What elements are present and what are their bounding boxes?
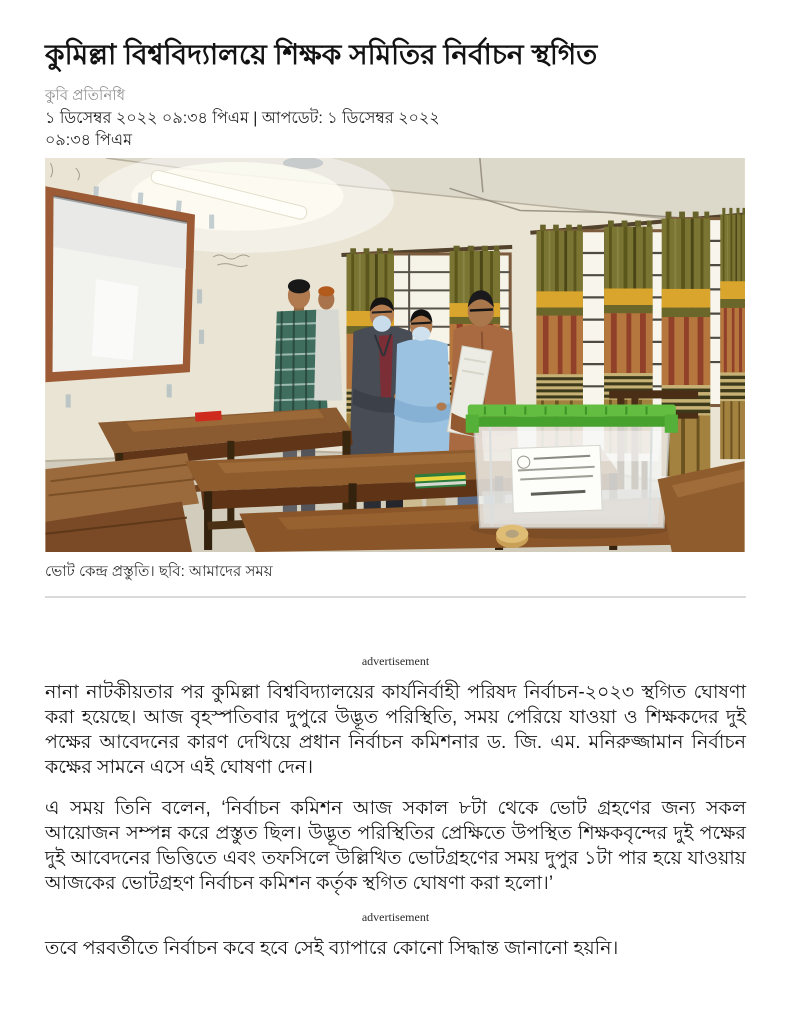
divider (45, 596, 746, 598)
booklet (415, 472, 466, 489)
ballot-box-label (511, 445, 602, 513)
advertisement-label: advertisement (361, 654, 430, 668)
article-paragraph-3: তবে পরবর্তীতে নির্বাচন কবে হবে সেই ব্যাপারে কোনো সিদ্ধান্ত জানানো হয়নি। (45, 938, 619, 959)
ballot-box (466, 405, 678, 548)
whiteboard (45, 186, 195, 382)
article-photo (45, 158, 745, 552)
article-paragraph-1: নানা নাটকীয়তার পর কুমিল্লা বিশ্ববিদ্যালয়ের কার্যনির্বাহী পরিষদ নির্বাচন-২০২৩ স্থগিত ঘোষণা করা হয়েছে। আজ বৃহস্পতিবার দুপুরে উদ্ভূত পরিস্থিতি, সময় পেরিয়ে যাওয়া ও শিক্ষকদের দুই পক্ষের আবেদনের কারণ দেখিয়ে প্রধান নির্বাচন কমিশনার ড. জি. এম. মনিরুজ্জামান নির্বাচন কক্ষের সামনে এসে এই ঘোষণা দেন। (45, 682, 746, 778)
bench-left (45, 453, 199, 552)
article-dateline: ১ ডিসেম্বর ২০২২ ০৯:৩৪ পিএম | আপডেট: ১ ডিসেম্বর ২০২২ ০৯:৩৪ পিএম (45, 110, 440, 149)
article-paragraph-2: এ সময় তিনি বলেন, ‘নির্বাচন কমিশন আজ সকাল ৮টা থেকে ভোট গ্রহণের জন্য সকল আয়োজন সম্পন্ন করে প্রস্তুত ছিল। উদ্ভূত পরিস্থিতির প্রেক্ষিতে উপস্থিত শিক্ষকবৃন্দের দুই পক্ষের দুই আবেদনের ভিত্তিতে এবং তফসিলে উল্লিখিত ভোটগ্রহণের সময় দুপুর ১টা পার হয়ে যাওয়ায় আজকের ভোটগ্রহণ নির্বাচন কমিশন কর্তৃক স্থগিত ঘোষণা করা হলো।’ (45, 798, 746, 894)
photo-caption: ভোট কেন্দ্র প্রস্তুতি। ছবি: আমাদের সময় (45, 563, 273, 580)
red-marker-box (195, 411, 222, 422)
article-figure (45, 158, 746, 582)
advertisement-label-2: advertisement (361, 910, 430, 924)
ballot-box-lid (468, 405, 676, 417)
article-title: কুমিল্লা বিশ্ববিদ্যালয়ে শিক্ষক সমিতির নির্বাচন স্থগিত (45, 39, 598, 70)
article-byline: কুবি প্রতিনিধি (45, 87, 125, 104)
